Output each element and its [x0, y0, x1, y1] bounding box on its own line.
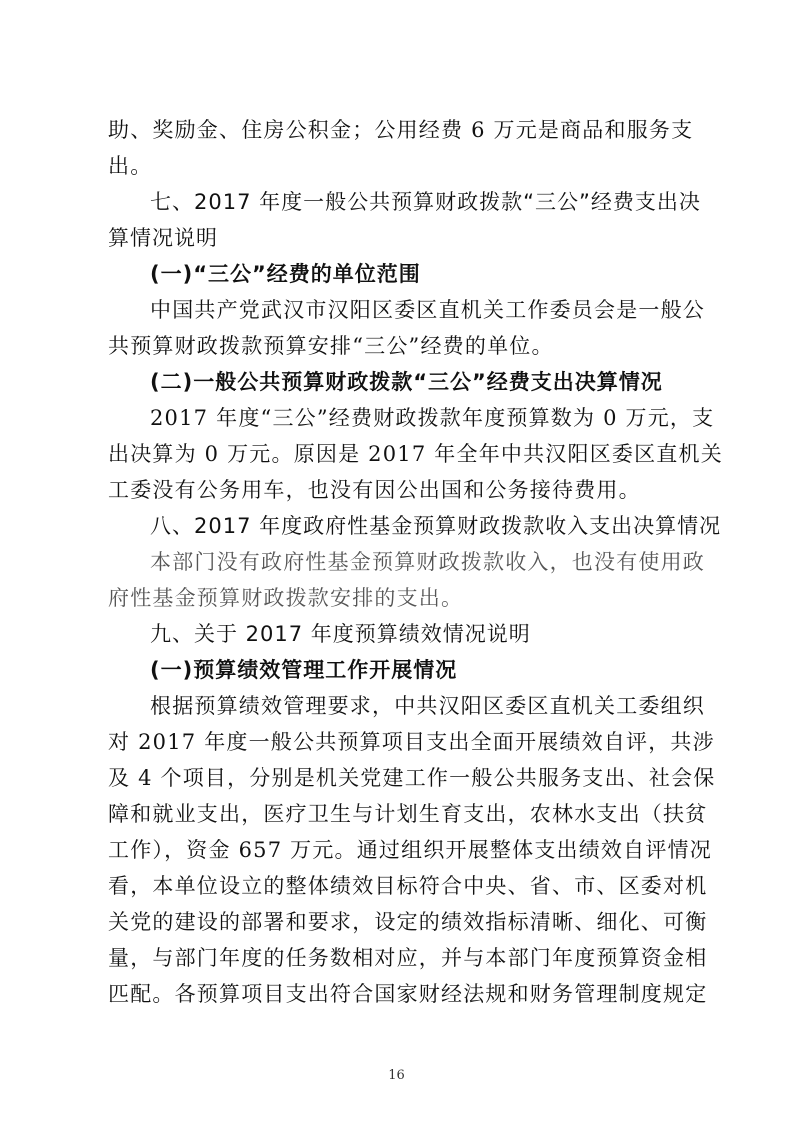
paragraph-line-perf-1: 根据预算绩效管理要求，中共汉阳区委区直机关工委组织	[150, 694, 705, 718]
paragraph-line-perf-8: 量，与部门年度的任务数相对应，并与本部门年度预算资金相	[108, 946, 708, 970]
section-heading-7-cont: 算情况说明	[108, 226, 218, 250]
subheading-performance: (一)预算绩效管理工作开展情况	[150, 658, 458, 682]
paragraph-line-perf-5: 工作），资金 657 万元。通过组织开展整体支出绩效自评情况	[108, 838, 712, 862]
paragraph-line-fund-2: 府性基金预算财政拨款安排的支出。	[108, 586, 464, 610]
section-heading-7: 七、2017 年度一般公共预算财政拨款“三公”经费支出决	[150, 190, 701, 214]
paragraph-line-1: 助、奖励金、住房公积金；公用经费 6 万元是商品和服务支	[108, 118, 694, 142]
paragraph-line-perf-3: 及 4 个项目，分别是机关党建工作一般公共服务支出、社会保	[108, 766, 716, 790]
section-heading-8: 八、2017 年度政府性基金预算财政拨款收入支出决算情况	[150, 514, 722, 538]
paragraph-line-perf-9: 匹配。各预算项目支出符合国家财经法规和财务管理制度规定	[108, 982, 708, 1006]
paragraph-line-exp-3: 工委没有公务用车，也没有因公出国和公务接待费用。	[108, 478, 641, 502]
subheading-scope: (一)“三公”经费的单位范围	[150, 262, 421, 286]
paragraph-line-perf-6: 看，本单位设立的整体绩效目标符合中央、省、市、区委对机	[108, 874, 708, 898]
paragraph-line-scope-2: 共预算财政拨款预算安排“三公”经费的单位。	[108, 334, 554, 358]
paragraph-line-perf-7: 关党的建设的部署和要求，设定的绩效指标清晰、细化、可衡	[108, 910, 708, 934]
paragraph-line-exp-1: 2017 年度“三公”经费财政拨款年度预算数为 0 万元，支	[150, 406, 715, 430]
paragraph-line-exp-2: 出决算为 0 万元。原因是 2017 年全年中共汉阳区委区直机关	[108, 442, 723, 466]
paragraph-line-fund-1: 本部门没有政府性基金预算财政拨款收入，也没有使用政	[150, 550, 705, 574]
subheading-expenditure: (二)一般公共预算财政拨款“三公”经费支出决算情况	[150, 370, 663, 394]
paragraph-line-scope-1: 中国共产党武汉市汉阳区委区直机关工作委员会是一般公	[150, 298, 705, 322]
paragraph-line-2: 出。	[108, 154, 153, 178]
paragraph-line-perf-4: 障和就业支出，医疗卫生与计划生育支出，农林水支出（扶贫	[108, 802, 708, 826]
paragraph-line-perf-2: 对 2017 年度一般公共预算项目支出全面开展绩效自评，共涉	[108, 730, 715, 754]
section-heading-9: 九、关于 2017 年度预算绩效情况说明	[150, 622, 531, 646]
page-number: 16	[388, 1068, 405, 1083]
